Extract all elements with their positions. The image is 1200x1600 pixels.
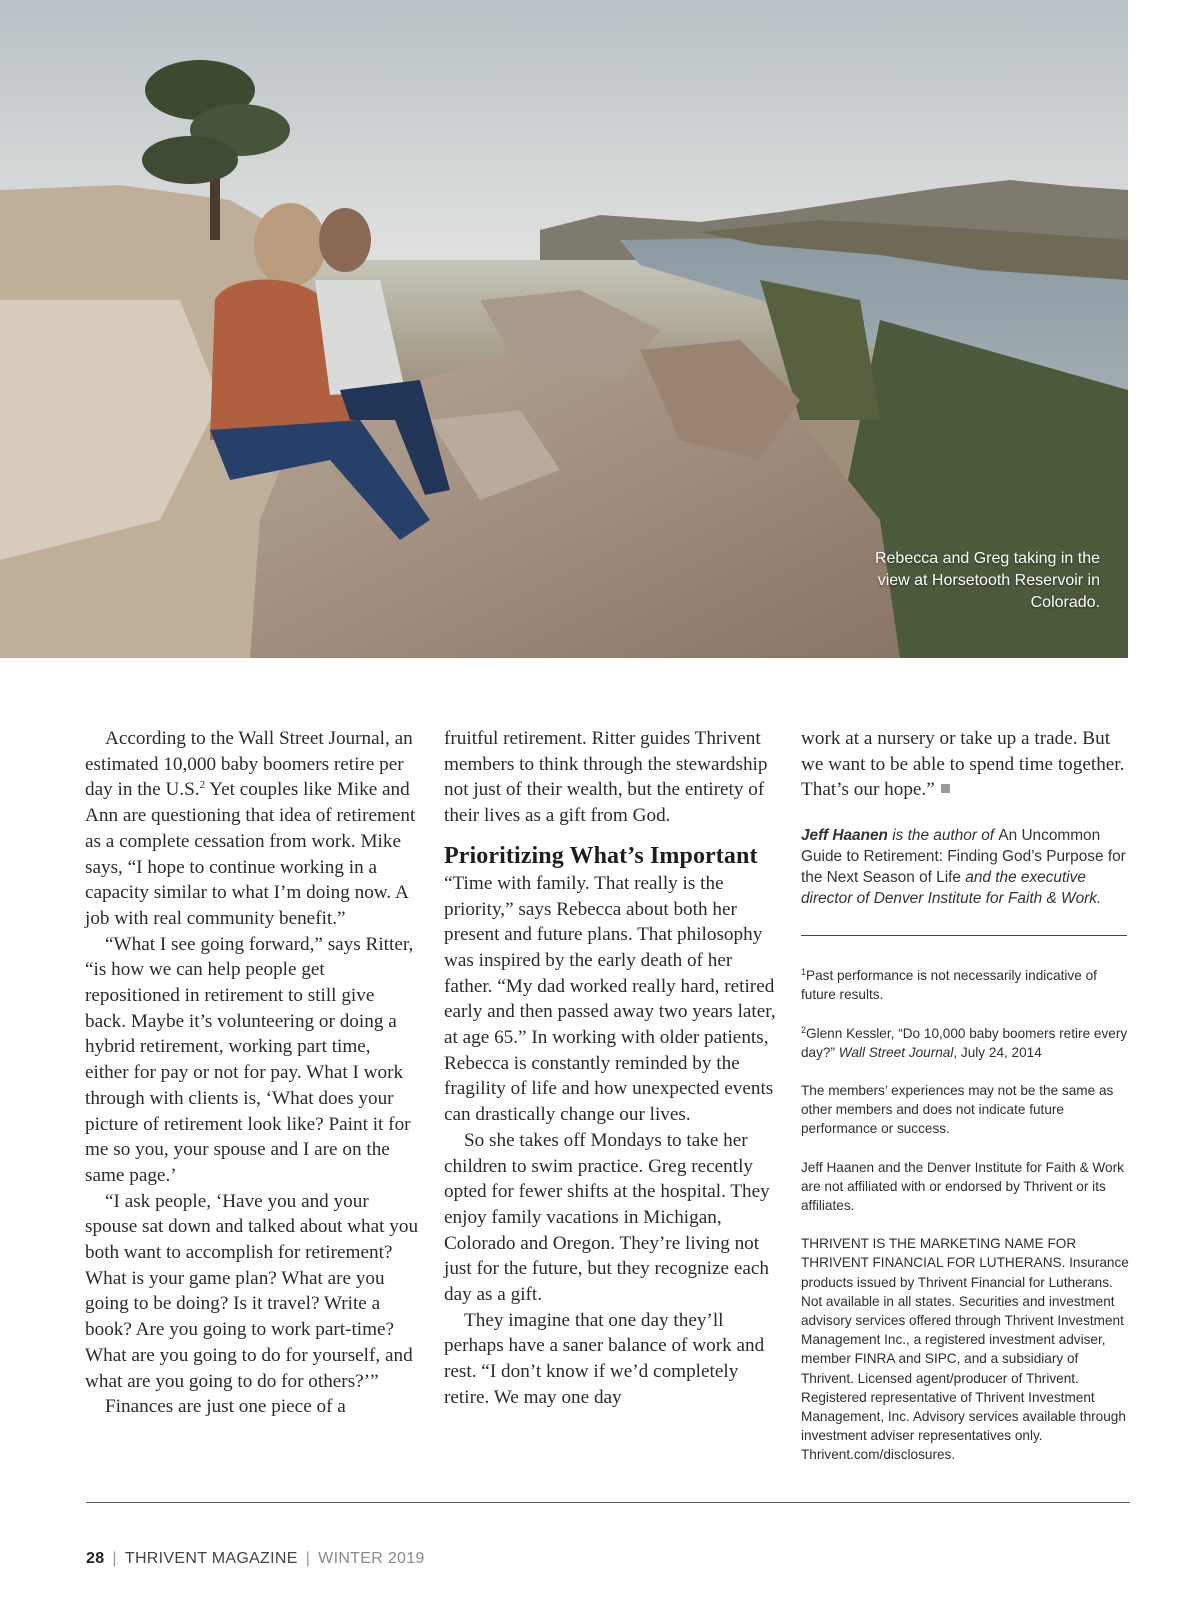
paragraph: “I ask people, ‘Have you and your spouse sat down and talked about what you both want to accomplish for retirement? What is your game plan? What are you going to be doing? Is it travel? Write a book? Are you going to work part-time? What are you going to do for yourself, and what are you going to do for others?’”: [85, 1190, 419, 1392]
page-footer: [86, 1550, 425, 1568]
paragraph: Finances are just one piece of a: [105, 1396, 346, 1418]
book-title: An Uncommon Guide to Retirement: Finding God’s Purpose for the Next Season of Life: [801, 827, 1126, 887]
footnote-1: $^1$Past performance is not necessarily indicative of future results.: [801, 967, 1097, 1003]
disclosure: The members’ experiences may not be the same as other members and does not indicate future performance or success.: [801, 1082, 1114, 1137]
footnotes-disclosures: [801, 966, 1131, 1464]
article-column-1: [85, 726, 419, 1420]
footer-divider: [86, 1502, 1130, 1503]
hero-photo: [0, 0, 1128, 658]
paragraph: work at a nursery or take up a trade. But we want to be able to spend time together. That’s our hope.”: [801, 728, 1125, 801]
author-bio: Jeff Haanen is the author of An Uncommon Guide to Retirement: Finding God’s Purpose for the Next Season of Life and the executive director of Denver Institute for Faith & Work.: [801, 827, 1126, 908]
separator: |: [305, 1550, 311, 1567]
page-number: 28: [86, 1550, 105, 1567]
article-column-2: [444, 726, 778, 1411]
paragraph: According to the Wall Street Journal, an estimated 10,000 baby boomers retire per day in the U.S.$^2$ Yet couples like Mike and Ann are questioning that idea of retirement as a complete cessation from work. Mike says, “I hope to continue working in a capacity similar to what I’m doing now. A job with real community benefit.”: [85, 728, 416, 929]
divider: [801, 935, 1127, 936]
footnote-2: $^2$Glenn Kessler, “Do 10,000 baby boomers retire every day?” Wall Street Journal, July 24, 2014: [801, 1024, 1128, 1060]
disclosure: THRIVENT IS THE MARKETING NAME FOR THRIVENT FINANCIAL FOR LUTHERANS. Insurance products issued by Thrivent Financial for Lutherans. Not available in all states. Securities and investment advisory services offered through Thrivent Investment Management Inc., a registered investment adviser, member FINRA and SIPC, and a subsidiary of Thrivent. Licensed agent/producer of Thrivent. Registered representative of Thrivent Investment Management, Inc. Advisory services available through investment adviser representatives only. Thrivent.com/disclosures.: [801, 1236, 1129, 1463]
paragraph: So she takes off Mondays to take her children to swim practice. Greg recently opted for fewer shifts at the hospital. They enjoy family vacations in Michigan, Colorado and Oregon. They’re living not just for the future, but they recognize each day as a gift.: [444, 1129, 770, 1306]
photo-caption: Rebecca and Greg taking in the view at Horsetooth Reservoir in Colorado.: [874, 550, 1100, 611]
paragraph: “Time with family. That really is the priority,” says Rebecca about both her present and future plans. That philosophy was inspired by the early death of her father. “My dad worked really hard, retired early and then passed away two years later, at age 65.” In working with older patients, Rebecca is constantly reminded by the fragility of life and how unexpected events can drastically change our lives.: [444, 872, 776, 1126]
paragraph: They imagine that one day they’ll perhaps have a saner balance of work and rest. “I don’t know if we’d completely retire. We may one day: [444, 1309, 765, 1408]
article-column-3: [801, 726, 1131, 1484]
footnote-ref: 2: [199, 779, 206, 792]
paragraph: “What I see going forward,” says Ritter, “is how we can help people get repositioned in retirement to still give back. Maybe it’s volunteering or doing a hybrid retirement, working part time, either for pay or not for pay. What I work through with clients is, ‘What does your picture of retirement look like? Paint it for me so you, your spouse and I are on the same page.’: [85, 933, 414, 1186]
separator: |: [112, 1550, 117, 1567]
disclosure: Jeff Haanen and the Denver Institute for Faith & Work are not affiliated with or endorsed by Thrivent or its affiliates.: [801, 1159, 1124, 1213]
issue-season: WINTER 2019: [318, 1550, 425, 1567]
paragraph: fruitful retirement. Ritter guides Thrivent members to think through the stewardship not just of their wealth, but the entirety of their lives as a gift from God.: [444, 728, 768, 827]
author-name: Jeff Haanen: [801, 827, 888, 845]
end-mark-icon: [941, 784, 950, 793]
magazine-name: THRIVENT MAGAZINE: [124, 1550, 298, 1567]
section-heading: Prioritizing What’s Important: [444, 842, 758, 869]
